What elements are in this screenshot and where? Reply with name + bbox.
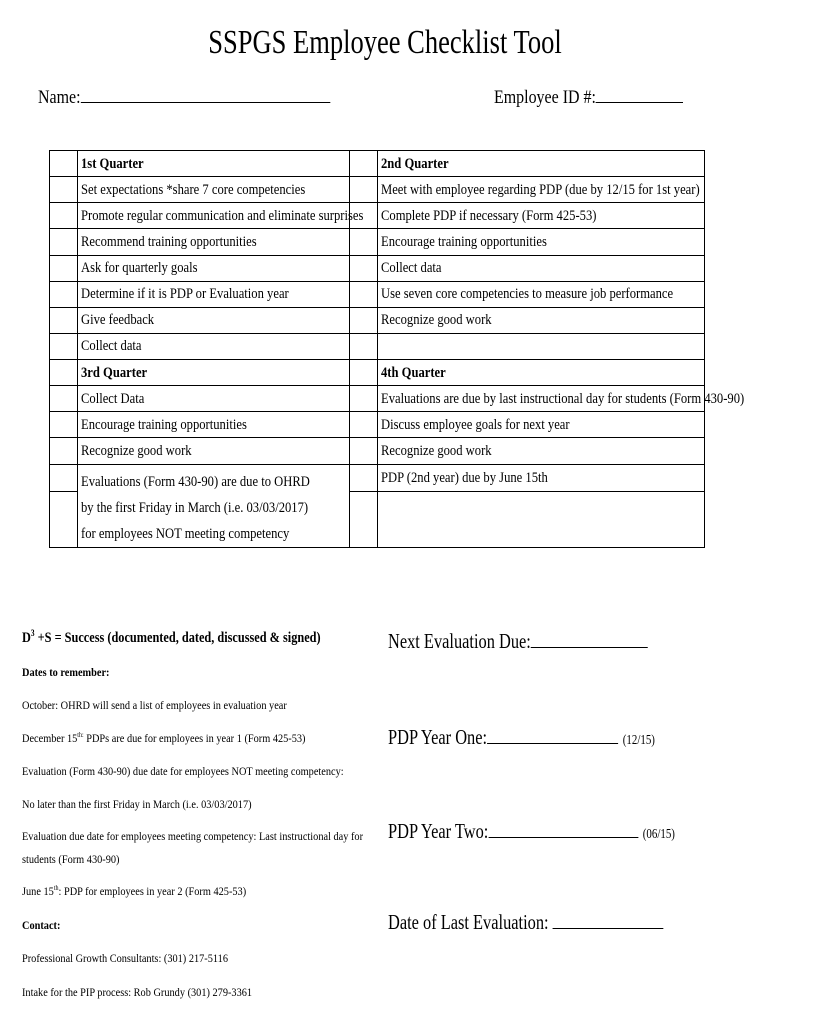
checkbox-q2-item[interactable] [350,307,378,333]
success-formula: $D^3 +S$ = Success (documented, dated, discussed & signed) [22,628,321,646]
q4-heading: 4th Quarter [378,360,705,386]
date-eval-not-meeting: Evaluation (Form 430-90) due date for employees NOT meeting competency: [22,764,344,778]
checkbox-q4-heading [350,360,378,386]
employee-id-label: Employee ID #: [494,87,596,108]
q3-item: Encourage training opportunities [78,412,350,438]
page-title: SSPGS Employee Checklist Tool [208,24,562,61]
checkbox-q1-item[interactable] [50,177,78,203]
q2-item: Collect data [378,255,705,281]
q1-item: Determine if it is PDP or Evaluation year [78,281,350,307]
checkbox-q2-item[interactable] [350,281,378,307]
checkbox-q2-item[interactable] [350,255,378,281]
employee-id-blank[interactable] [596,84,683,103]
pdp-year-two-label: PDP Year Two: [388,819,489,843]
checkbox-q1-item[interactable] [50,255,78,281]
q1-item: Give feedback [78,307,350,333]
checkbox-q2-item[interactable] [350,229,378,255]
last-evaluation-label: Date of Last Evaluation: [388,910,549,934]
q2-item: Recognize good work [378,307,705,333]
q4-empty-cell [378,492,705,548]
dates-heading: Dates to remember: [22,665,110,679]
employee-id-field[interactable] [494,84,683,109]
contact-pgc: Professional Growth Consultants: (301) 217-5116 [22,951,229,965]
checkbox-q4-item[interactable] [350,438,378,464]
pdp-year-two-field[interactable] [388,817,675,844]
checkbox-q4-item[interactable] [350,386,378,412]
checkbox-q1-item[interactable] [50,307,78,333]
checkbox-q3-item[interactable] [50,386,78,412]
q2-heading: 2nd Quarter [378,151,705,177]
contact-heading: Contact: [22,918,61,932]
q3-heading: 3rd Quarter [78,360,350,386]
q1-item: Promote regular communication and eliminate surprises [78,203,350,229]
q2-item: Complete PDP if necessary (Form 425-53) [378,203,705,229]
date-june: June 15th: PDP for employees in year 2 (Form 425-53) [22,884,247,898]
checkbox-q4-item[interactable] [350,412,378,438]
checkbox-q4-item[interactable] [350,464,378,492]
name-label: Name: [38,87,81,108]
q1-item: Set expectations *share 7 core competencies [78,177,350,203]
checkbox-q3-multi[interactable] [50,464,78,492]
pdp-year-one-blank[interactable] [487,723,618,744]
q3-item: Recognize good work [78,438,350,464]
pdp-year-two-blank[interactable] [488,817,638,838]
q1-item: Ask for quarterly goals [78,255,350,281]
last-evaluation-blank[interactable] [553,908,664,929]
contact-pip: Intake for the PIP process: Rob Grundy (301) 279-3361 [22,985,253,999]
q1-heading: 1st Quarter [78,151,350,177]
quarterly-checklist-table [49,150,745,548]
next-evaluation-label: Next Evaluation Due: [388,629,531,653]
checkbox-q3-item[interactable] [50,438,78,464]
q2-empty-cell [378,333,705,359]
checkbox-q4-empty[interactable] [350,492,378,548]
checkbox-q1-heading [50,151,78,177]
q1-item: Collect data [78,333,350,359]
last-evaluation-field[interactable] [388,908,663,935]
date-december: December $15^{th:}$ PDPs are due for employees in year 1 (Form 425-53) [22,731,306,745]
checkbox-spacer [50,492,78,548]
checkbox-q3-heading [50,360,78,386]
checkbox-q2-heading [350,151,378,177]
q3-item: Collect Data [78,386,350,412]
checkbox-q1-item[interactable] [50,333,78,359]
q4-item: PDP (2nd year) due by June 15th [378,464,705,492]
q2-item: Meet with employee regarding PDP (due by 12/15 for 1st year) [378,177,705,203]
checkbox-q1-item[interactable] [50,281,78,307]
next-evaluation-field[interactable] [388,627,648,654]
q1-item: Recommend training opportunities [78,229,350,255]
date-no-later: No later than the first Friday in March (i.e. 03/03/2017) [22,797,252,811]
q4-item: Recognize good work [378,438,705,464]
q2-item: Use seven core competencies to measure job performance [378,281,705,307]
name-blank[interactable] [81,84,330,103]
date-eval-meeting-cont: students (Form 430-90) [22,852,120,866]
q3-multi-item: Evaluations (Form 430-90) are due to OHRD by the first Friday in March (i.e. 03/03/2017) for employees NOT meeting competency [78,464,350,548]
q4-item: Evaluations are due by last instructional day for students (Form 430-90) [378,386,705,412]
q4-item: Discuss employee goals for next year [378,412,705,438]
date-october: October: OHRD will send a list of employees in evaluation year [22,698,287,712]
pdp-year-one-note: (12/15) [622,733,655,748]
pdp-year-one-field[interactable] [388,723,655,750]
checkbox-q2-item[interactable] [350,177,378,203]
next-evaluation-blank[interactable] [531,627,648,648]
date-eval-meeting: Evaluation due date for employees meeting competency: Last instructional day for [22,829,364,843]
q2-item: Encourage training opportunities [378,229,705,255]
checkbox-q1-item[interactable] [50,229,78,255]
name-field[interactable] [38,84,330,109]
checkbox-q3-item[interactable] [50,412,78,438]
checkbox-q2-empty[interactable] [350,333,378,359]
pdp-year-one-label: PDP Year One: [388,725,488,749]
checkbox-q1-item[interactable] [50,203,78,229]
pdp-year-two-note: (06/15) [642,827,675,842]
